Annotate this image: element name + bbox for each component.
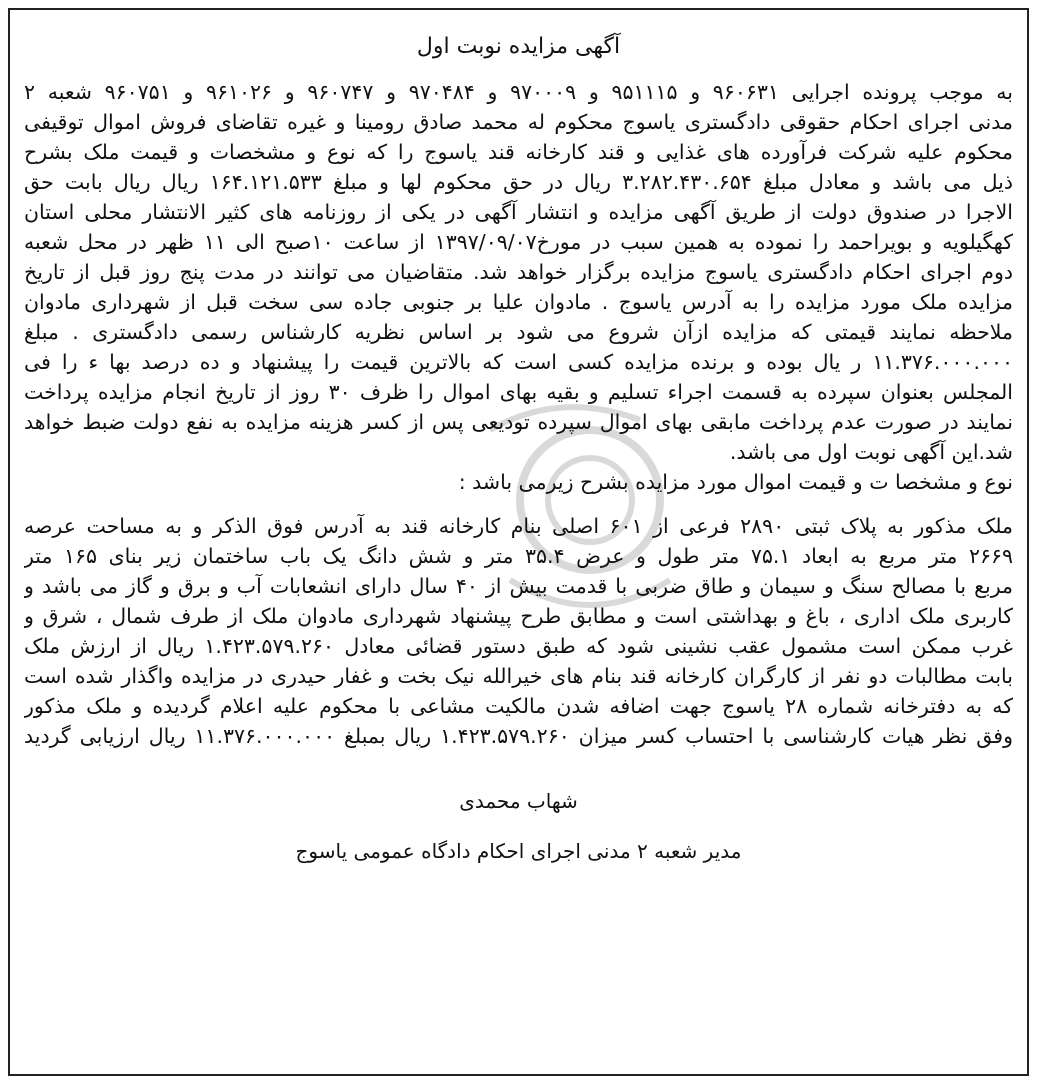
section-heading-wrap [10, 467, 1027, 497]
paragraph-1-line: دوم اجرای احکام دادگستری یاسوج مزایده برگزار خواهد شد. متقاضیان می توانند در مدت پنج روز قبل از تاریخ [24, 260, 1013, 284]
paragraph-2-line: ملک مذکور به پلاک ثبتی ۲۸۹۰ فرعی از ۶۰۱ اصلی بنام کارخانه قند به آدرس فوق الذکر و به مساحت عرصه [24, 514, 1013, 538]
paragraph-2-line: کاربری ملک اداری ، باغ و بهداشتی است و مطابق طرح پیشنهاد شهرداری مادوان ملک از طرف شمال ، شرق و [24, 604, 1013, 628]
signatory-title: مدیر شعبه ۲ مدنی اجرای احکام دادگاه عمومی یاسوج [295, 839, 742, 863]
paragraph-2-line: ۲۶۶۹ متر مربع به ابعاد ۷۵.۱ متر طول و عرض ۳۵.۴ متر و شش دانگ یک باب ساختمان زیر بنای ۱۶۵ متر [24, 544, 1013, 568]
auction-notice [8, 8, 1029, 1076]
paragraph-1-line: محکوم علیه شرکت فرآورده های غذایی و قند کارخانه قند یاسوج را که نوع و مشخصات و قیمت ملک بشرح [24, 140, 1013, 164]
paragraph-2-line: که به دفترخانه شماره ۲۸ یاسوج جهت اضافه شدن مالکیت مشاعی با محکوم علیه اعلام گردیده و ملک مذکور [24, 694, 1013, 718]
paragraph-1-line: ۱۱.۳۷۶.۰۰۰.۰۰۰ ر یال بوده و برنده مزایده کسی است که بالاترین قیمت را پیشنهاد و ده درصد بها ء را فی [24, 350, 1013, 374]
section-heading: نوع و مشخصا ت و قیمت اموال مورد مزایده بشرح زیرمی باشد : [458, 470, 1013, 494]
paragraph-2-line: وفق نظر هیات کارشناسی با احتساب کسر میزان ۱.۴۲۳.۵۷۹.۲۶۰ ریال بمبلغ ۱۱.۳۷۶.۰۰۰.۰۰۰ ریال ارزیابی گردید [24, 724, 1013, 748]
paragraph-1-line: مزایده ملک مورد مزایده را به آدرس یاسوج . مادوان علیا بر جنوبی جاده سی سخت قبل از شهرداری مادوان [24, 290, 1013, 314]
paragraph-2-line: غرب ممکن است مشمول عقب نشینی شود که طبق دستور قضائی معادل ۱.۴۲۳.۵۷۹.۲۶۰ ریال از ارزش ملک [24, 634, 1013, 658]
paragraph-1-line: المجلس بعنوان سپرده به قسمت اجراء تسلیم و بقیه بهای اموال را ظرف ۳۰ روز از تاریخ انجام مزایده پرداخت [24, 380, 1013, 404]
paragraph-1-line: مدنی اجرای احکام حقوقی دادگستری یاسوج محکوم له محمد صادق رومینا و غیره تقاضای فروش اموال توقیفی [24, 110, 1013, 134]
signatory-name: شهاب محمدی [459, 789, 578, 813]
paragraph-2-line: مربع با مصالح سنگ و سیمان و طاق ضربی با قدمت بیش از ۴۰ سال دارای انشعابات آب و برق و گاز می باشد و [24, 574, 1013, 598]
paragraph-1-line: ذیل می باشد و معادل مبلغ ۳.۲۸۲.۴۳۰.۶۵۴ ریال در حق محکوم لها و مبلغ ۱۶۴.۱۲۱.۵۳۳ ریال ریال بابت حق [24, 170, 1013, 194]
paragraph-1-line: الاجرا در صندوق دولت از طریق آگهی مزایده و انتشار آگهی در یکی از روزنامه های کثیر الانتشار محلی استان [24, 200, 1013, 224]
paragraph-1-line: ملاحظه نمایند قیمتی که مزایده ازآن شروع می شود بر اساس نظریه کارشناس رسمی دادگستری . مبلغ [24, 320, 1013, 344]
paragraph-2-line: بابت مطالبات دو نفر از کارگران کارخانه قند بنام های خیرالله نیک بخت و غفار حیدری در مزایده واگذار شده است [24, 664, 1013, 688]
paragraph-1-line: به موجب پرونده اجرایی ۹۶۰۶۳۱ و ۹۵۱۱۱۵ و ۹۷۰۰۰۹ و ۹۷۰۴۸۴ و ۹۶۰۷۴۷ و ۹۶۱۰۲۶ و ۹۶۰۷۵۱ شعبه ۲ [24, 80, 1013, 104]
paragraph-1-line: شد.این آگهی نوبت اول می باشد. [729, 440, 1013, 464]
notice-title: آگهی مزایده نوبت اول [416, 34, 621, 59]
paragraph-1-line: نمایند در صورت عدم پرداخت مابقی بهای اموال سپرده تودیعی پس از کسر هزینه مزایده به نفع دولت ضبط خواهد [24, 410, 1013, 434]
paragraph-1-line: کهگیلویه و بویراحمد را نموده به همین سبب در مورخ۱۳۹۷/۰۹/۰۷ از ساعت ۱۰صبح الی ۱۱ ظهر در محل شعبه [24, 230, 1013, 254]
notice-paragraph-1 [10, 77, 1027, 467]
notice-paragraph-2 [10, 511, 1027, 751]
